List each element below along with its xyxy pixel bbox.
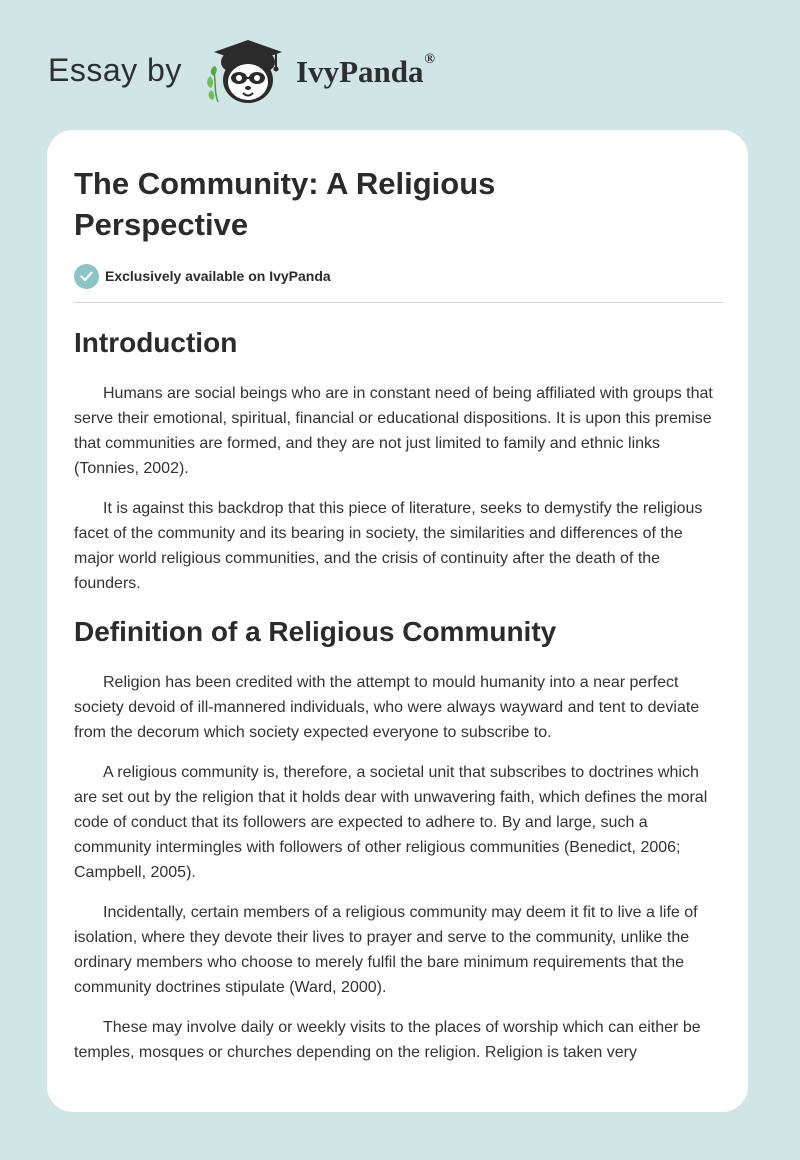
exclusive-badge: [74, 263, 331, 289]
section-heading-definition: Definition of a Religious Community: [74, 616, 557, 647]
paragraph: Incidentally, certain members of a religious community may deem it fit to live a life of isolation, where they devote their lives to prayer and serve to the community, unlike the ordinary members who choose to merely fulfil the bare minimum requirements that the community doctrines stipulate (Ward, 2000).: [74, 904, 698, 996]
brand-name: IvyPanda: [296, 54, 424, 89]
essay-card: [47, 130, 748, 1112]
paragraph: These may involve daily or weekly visits to the places of worship which can either be temples, mosques or churches depending on the religion. Religion is taken very: [74, 1019, 701, 1061]
panda-graduate-icon[interactable]: [202, 36, 292, 108]
check-icon: [74, 264, 99, 289]
registered-mark: ®: [424, 52, 435, 67]
essay-by-label: Essay by: [48, 52, 182, 88]
paragraph: Religion has been credited with the attempt to mould humanity into a near perfect society devoid of ill-mannered individuals, who were always wayward and tent to deviate from the decorum which society expected everyone to subscribe to.: [74, 674, 700, 741]
divider: [74, 302, 723, 303]
badge-label: Exclusively available on IvyPanda: [105, 268, 331, 284]
brand-logo-text[interactable]: [296, 54, 435, 90]
paragraph: It is against this backdrop that this piece of literature, seeks to demystify the religious facet of the community and its bearing in society, the similarities and differences of the major world religious communities, and the crisis of continuity after the death of the founders.: [74, 500, 703, 592]
site-header: [0, 0, 800, 120]
paragraph: Humans are social beings who are in constant need of being affiliated with groups that serve their emotional, spiritual, financial or educational dispositions. It is upon this premise that communities are formed, and they are not just limited to family and ethnic links (Tonnies, 2002).: [74, 385, 713, 477]
essay-body: [74, 323, 721, 1080]
paragraph: A religious community is, therefore, a societal unit that subscribes to doctrines which are set out by the religion that it holds dear with unwavering faith, which defines the moral code of conduct that its followers are expected to adhere to. By and large, such a community intermingles with followers of other religious communities (Benedict, 2006; Campbell, 2005).: [74, 764, 708, 881]
essay-title: The Community: A Religious Perspective: [74, 166, 496, 242]
section-heading-introduction: Introduction: [74, 327, 238, 358]
